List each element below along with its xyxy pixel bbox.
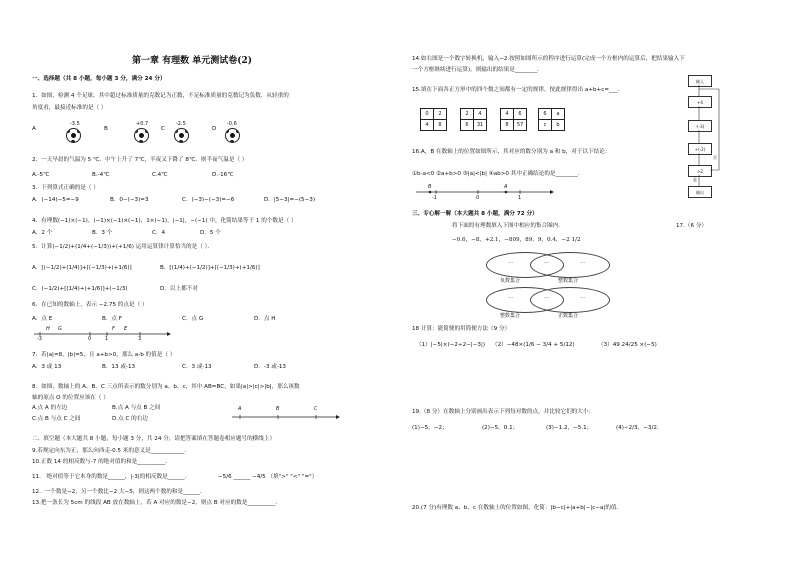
question-13: 13.把一条长为 5cm 的线段 AB 放在数轴上，若 A 对应的数是−2，则点 B 对应的数是__________． [32,500,281,506]
question-10: 10.正数 14 的相反数与-7 的绝对值的和是__________． [32,459,171,465]
q6-point: G [58,326,62,332]
q4-opt-b: B．3 个 [92,230,113,236]
q17-numbers: −0.6，−8，+2.1，−809，89，9，0.4，−2 1/2 [452,237,581,243]
flow-yes-label: 是 [693,177,697,182]
question-20: 20.(7 分)有理数 a、b、c 在数轴上的位置如图，化简：|b−c|+|a+b|−|c−a|的值． [412,505,623,511]
flow-output: 输出 [688,186,712,198]
q1-opt-a: A [32,126,36,132]
grid-cell: a [551,108,565,120]
soccer-ball-icon [134,128,149,143]
q6-number-line [32,326,172,346]
question-6: 6．在已知的数轴上，表示 −2.75 的点是（ ） [32,302,148,308]
set-label-positive: 正数集合 [558,313,579,319]
set-dots: … [580,259,585,265]
grid-cell: 4 [420,119,434,131]
q5-opt-c: C．(−1/2)+[(1/4)+(+1/6)]+(−1/3) [32,286,128,292]
flow-input: 输入 [688,75,712,87]
grid-cell: 57 [513,119,527,131]
q1-val-a: -3.5 [70,121,80,127]
grid-cell: 6 [538,108,552,120]
question-8: 8．如图，数轴上的 A、B、C 三点所表示的数分别为 a、b、c，其中 AB=BC，如果|a|>|c|>|b|，那么该数 [32,384,300,390]
q19-item-3: (3)−1.2，−5.1； [546,425,593,431]
question-2: 2．一天早晨的气温为 5 ℃，中午上升了 7℃，半夜又下降了 8℃，则半夜气温是（ ） [32,157,248,163]
grid-cell: 2 [460,108,474,120]
q18-item-3: （3）49 24/25 ×(−5) [598,342,657,348]
grid-cell: 8 [500,119,514,131]
q3-opt-a: A．(−14)−5=−9 [32,197,79,203]
q5-opt-d: D．以上都不对 [160,286,198,292]
question-12: 12．一个数是−2，另一个数比−2 大−5，则这两个数的和是______． [32,489,206,495]
q8-opt-b: B.点 A 与点 B 之间 [112,405,161,411]
q2-opt-d: D.-16℃ [212,172,234,178]
question-14: 14.如右图是一个数字转换机，输入−2.按照如图所示的程序进行运算(完成一个方框内的运算后，把结果输入下 [412,56,685,62]
q7-opt-d: D．-3 或-13 [254,364,286,370]
q16-point: A [504,184,508,190]
set-label-negative: 负数集合 [500,278,521,284]
q19-item-1: (1)−5，−2； [412,425,448,431]
q8-opt-d: D.点 C 的右边 [112,416,148,422]
question-9: 9.若规定向东为正，那么向西走-0.5 米的意义是____________． [32,448,190,454]
flow-step: ÷(-2) [688,143,712,155]
q7-opt-a: A．3 或 13 [32,364,62,370]
q8-point: B [276,406,280,412]
q4-opt-c: C．4 [152,230,166,236]
question-16: 16.A，B 在数轴上的位置如图所示，其对应的数分别为 a 和 b，对于以下结论： [412,149,611,155]
q6-tick: 1 [105,336,109,342]
q2-opt-b: B.-4℃ [92,172,110,178]
q6-tick: -3 [37,336,42,342]
flow-decision: >2 [688,165,712,177]
question-5: 5．计算(−1/2)+(1/4+(−1/3))+(+1/6) 运用运算律计算恰当的是（ ）． [32,244,213,250]
q2-opt-a: A.-5℃ [32,172,50,178]
q8-point: C [314,406,318,412]
q1-opt-d: D [212,126,217,132]
grid-cell: c [538,119,552,131]
section-1-heading: 一、选择题（共 8 小题，每小题 3 分，满分 24 分） [32,76,166,82]
q16-point: B [428,184,432,190]
grid-cell: 2 [433,108,447,120]
q8-opt-c: C.点 B 与点 C 之间 [32,416,81,422]
grid-cell: 6 [460,119,474,131]
question-1-cont: 角度看，最接近标准的是（ ） [32,105,107,111]
question-4: 4．有理数(−1)×(−1)，(−1)×(−1)×(−1)，1×(−1)，|−1|，−(−1) 中，化简结果等于 1 的个数是（ ） [32,218,297,224]
grid-cell: 4 [500,108,514,120]
q6-tick: 3 [138,336,142,342]
q5-opt-b: B．[(1/4)+(−1/2)]+[(−1/3)+(+1/6)] [160,265,260,271]
q18-item-1: （1）|−5|×(−2÷2−|−3|) [416,342,486,348]
question-18: 18 计算：能简便的用简便方法（9 分） [412,326,511,332]
q6-point: E [124,326,128,332]
q16-number-line [416,184,556,202]
q3-opt-c: C．(−3)−(−3)=−6 [182,197,235,203]
q8-opt-a: A.点 A 的左边 [32,405,68,411]
q6-tick: 0 [88,336,92,342]
question-7: 7．若|a|=8，|b|=5，且 a+b>0，那么 a-b 的值是（ ） [32,352,176,358]
set-dots: … [508,259,513,265]
set-dots: … [580,294,585,300]
section-2-heading: 二、填空题（本大题共 8 小题，每小题 3 分，共 24 分，请把答案填在答题卷相应题号的横线上） [32,436,276,442]
set-dots: … [544,294,549,300]
flow-step: -(-3) [688,120,712,132]
grid-cell: 8 [433,119,447,131]
question-3: 3．下列算式正确的是（ ） [32,185,99,191]
soccer-ball-icon [225,128,240,143]
q1-val-c: -2.5 [176,121,186,127]
q1-opt-c: C [161,126,165,132]
q1-opt-b: B [104,126,108,132]
question-19: 19.（8 分）在数轴上分别画出表示下列每对数的点，并比较它们的大小： [412,409,595,415]
flow-no-label: 否 [713,155,717,160]
q3-opt-d: D．|5−3|=−(5−3) [264,197,316,203]
q16-statements: ①b-a<0 ②a+b>0 ③|a|<|b| ④ab>0 其中正确结论的是________． [412,171,584,177]
q5-opt-a: A．[(−1/2)+(1/4)]+[(−1/3)+(+1/6)] [32,265,132,271]
soccer-ball-icon [66,128,81,143]
q4-opt-a: A．2 个 [32,230,53,236]
set-dots: … [508,294,513,300]
soccer-ball-icon [174,128,189,143]
q7-opt-b: B．13 或-13 [102,364,136,370]
q17-label: 17.（6 分） [676,223,708,229]
q6-opt-b: B．点 F [102,316,123,322]
q16-tick: 0 [476,195,480,201]
grid-cell: 31 [473,119,487,131]
q8-number-line [232,405,342,425]
q17-intro: 将下面的有理数填入下图中相应的集合圈内． [452,223,564,229]
question-11-compare: −5/6 ______ −4/5 （填">" "<" "="） [218,474,318,480]
q1-val-b: +0.7 [136,121,149,127]
q4-opt-d: D．5 个 [200,230,221,236]
q7-opt-c: C．3 或-13 [182,364,212,370]
question-14-cont: 一个方框继续进行运算)，则输出的结果是________． [412,67,543,73]
flow-step: +4 [688,96,712,108]
set-label-integer: 整数集合 [558,278,579,284]
set-dots: … [544,259,549,265]
question-1: 1．如图，检测 4 个足球，其中超过标准质量的克数记为正数，不足标准质量的克数记为负数．从轻重的 [32,93,289,99]
q8-point: A [238,406,242,412]
q18-item-2: （2）−48×(1/6 − 3/4 + 5/12) [492,342,575,348]
grid-cell: b [551,119,565,131]
q16-tick: -1 [432,195,437,201]
q6-opt-c: C．点 G [182,316,204,322]
q1-val-d: -0.6 [227,121,237,127]
question-8-cont: 轴的原点 O 的位置应该在（ ） [32,395,109,401]
grid-cell: 0 [420,108,434,120]
grid-cell: 4 [473,108,487,120]
q6-opt-a: A．点 E [32,316,53,322]
page-title: 第一章 有理数 单元测试卷(2) [132,56,253,66]
question-11: 11． 绝对值等于它本身的数是______，|-3|的相反数是______． [32,474,191,480]
q2-opt-c: C.4℃ [152,172,168,178]
flow-arrows [695,85,725,189]
q3-opt-b: B．0−(−3)=3 [110,197,149,203]
q19-item-4: (4)−2/3，−3/2． [616,425,663,431]
q6-opt-d: D．点 H [254,316,276,322]
grid-cell: 6 [513,108,527,120]
set-label-integer-2: 整数集合 [500,313,521,319]
question-15: 15.填在下面各正方形中的四个数之间都有一定的规律，按此规律得出 a+b+c=___． [412,87,623,93]
section-3-heading: 三、专心解一解（本大题共 8 小题，满分 72 分） [412,211,538,217]
q19-item-2: (2)−5，0.1； [482,425,519,431]
integer-set-ellipse [530,252,610,278]
q16-tick: 1 [518,195,522,201]
positive-set-ellipse [530,287,610,313]
q6-point: H [46,326,50,332]
q6-point: F [112,326,115,332]
